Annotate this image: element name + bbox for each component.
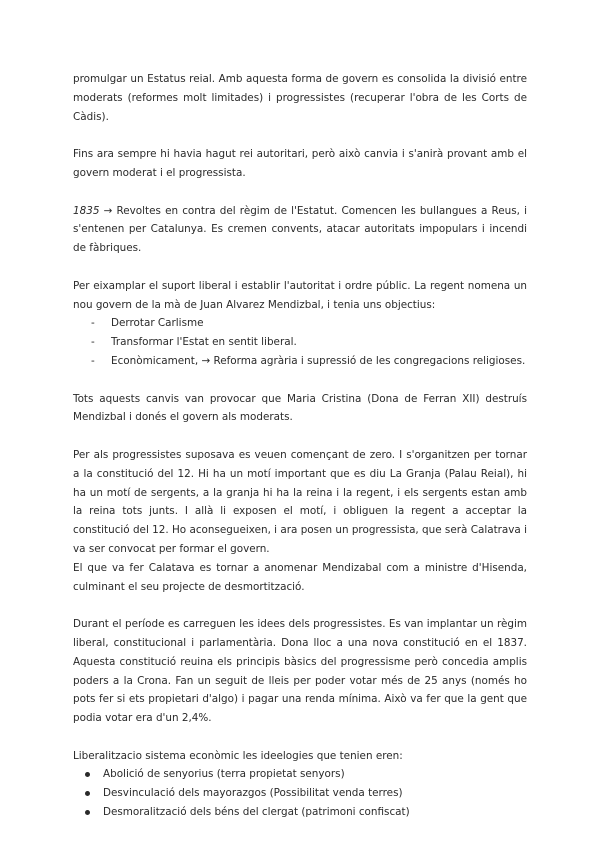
paragraph-mendizabal-govern: Per eixamplar el suport liberal i establir l'autoritat i ordre públic. La regent nomena un nou govern de la mà de Juan Alvarez Mendizbal, i tenia uns objectius: [73, 279, 527, 311]
dash-marker: - [91, 354, 95, 367]
list-item-text: Transformar l'Estat en sentit liberal. [111, 336, 297, 349]
list-item-text: Abolició de senyorius (terra propietat senyors) [103, 768, 345, 781]
paragraph-calatava: El que va fer Calatava es tornar a anomenar Mendizabal com a ministre d'Hisenda, culminant el seu projecte de desmortització. [73, 561, 527, 593]
bullet-icon [85, 791, 90, 796]
paragraph-revoltes [73, 202, 527, 258]
list-item-text: Econòmicament, → Reforma agrària i supressió de les congregacions religioses. [111, 354, 526, 367]
list-item-text: Desvinculació dels mayorazgos (Possibilitat venda terres) [103, 787, 403, 800]
bullet-icon [85, 772, 90, 777]
paragraph-rei-autoritari: Fins ara sempre hi havia hagut rei autoritari, però això canvia i s'anirà provant amb el govern moderat i el progressista. [73, 148, 527, 179]
bullet-icon [85, 810, 90, 815]
paragraph-constitucio-1837: Durant el període es carreguen les idees dels progressistes. Es van implantar un règim liberal, constitucional i parlamentària. Dona lloc a una nova constitució en el 1837. Aquesta constitució reuina els principis bàsics del progressisme però concedia amplis poders a la Crona. Fan un seguit de lleis per poder votar més de 25 anys (només ho pots fer si ets propietari d'algo) i pagar una renda mínima. Això va fer que la gent que podia votar era d'un 2,4%. [73, 618, 527, 725]
paragraph-maria-cristina: Tots aquests canvis van provocar que Maria Cristina (Dona de Ferran XII) destruís Mendizbal i donés el govern als moderats. [73, 392, 527, 424]
list-item [73, 765, 527, 784]
year-1835: 1835 [73, 204, 100, 217]
list-item-text: Derrotar Carlisme [111, 317, 204, 330]
paragraph-liberalitzacio: Liberalitzacio sistema econòmic les ideelogies que tenien eren: [73, 749, 403, 762]
list-item [73, 352, 527, 371]
dash-marker: - [91, 336, 95, 349]
list-item [73, 803, 527, 822]
document-body [73, 70, 527, 822]
list-item-text: Desmoralització dels béns del clergat (patrimoni confiscat) [103, 806, 410, 819]
objectives-list [73, 314, 527, 370]
paragraph-revoltes-text: → Revoltes en contra del règim de l'Estatut. Comencen les bullangues a Reus, i s'entenen per Catalunya. Es cremen convents, atacar autoritats impopulars i incendi de fàbriques. [73, 204, 527, 255]
list-item [73, 333, 527, 352]
paragraph-estatus-reial: promulgar un Estatus reial. Amb aquesta forma de govern es consolida la divisió entre moderats (reformes molt limitades) i progressistes (recuperar l'obra de les Corts de Càdis). [73, 73, 527, 123]
ideologies-list [73, 765, 527, 821]
list-item [73, 314, 527, 333]
list-item [73, 784, 527, 803]
dash-marker: - [91, 317, 95, 330]
paragraph-progressistes: Per als progressistes suposava es veuen començant de zero. I s'organitzen per tornar a la constitució del 12. Hi ha un motí important que es diu La Granja (Palau Reial), hi ha un motí de sergents, a la granja hi ha la reina i la regent, i els sergents estan amb la reina tots junts. I allà li exposen el motí, i obliguen la regent a acceptar la constitució del 12. Ho aconsegueixen, i ara posen un progressista, que serà Calatrava i va ser convocat per formar el govern. [73, 448, 527, 555]
